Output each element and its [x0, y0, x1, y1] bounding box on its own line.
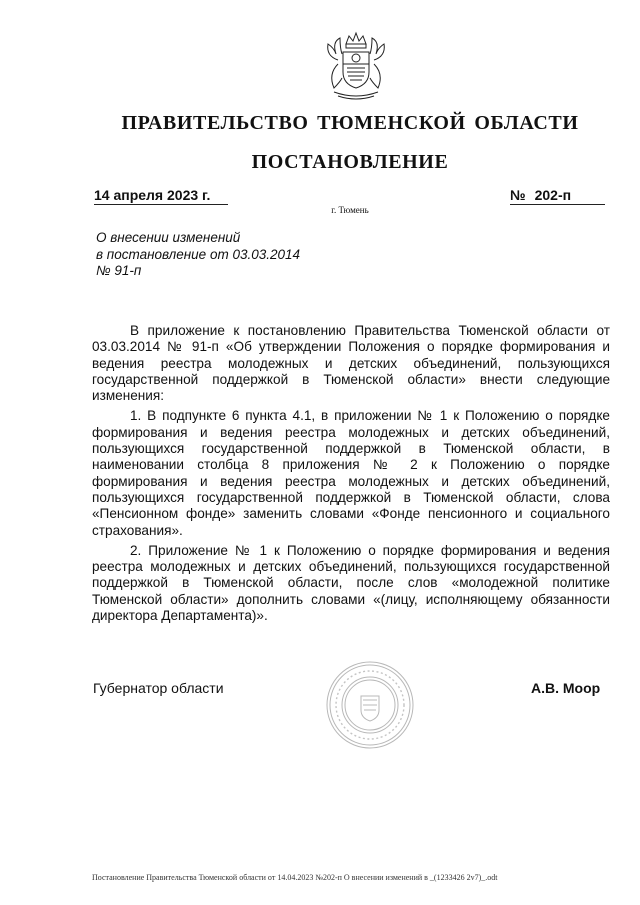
number-sign: №: [510, 187, 526, 203]
document-subject: [96, 230, 300, 280]
subject-line: № 91-п: [96, 263, 142, 278]
subject-line: О внесении изменений: [96, 230, 241, 245]
city: г. Тюмень: [331, 205, 369, 215]
document-number: 202-п: [534, 187, 572, 203]
footer-filename: Постановление Правительства Тюменской области от 14.04.2023 №202-п О внесении изменений в _(1233426 2v7)_.odt: [92, 873, 498, 882]
document-type: ПОСТАНОВЛЕНИЕ: [251, 151, 449, 173]
body-paragraph: В приложение к постановлению Правительства Тюменской области от 03.03.2014 № 91-п «Об утверждении Положения о порядке формирования и ведения реестра молодежных и детских объединений, пользующихся государственной поддержкой в Тюменской области» внести следующие изменения:: [92, 323, 610, 404]
coat-of-arms-icon: [316, 30, 396, 102]
signature-title: Губернатор области: [93, 680, 224, 696]
signatory-name: А.В. Моор: [531, 680, 601, 696]
official-seal-icon: [325, 660, 415, 750]
document-body: [92, 323, 610, 628]
document-number-field: [510, 187, 605, 205]
government-title: ПРАВИТЕЛЬСТВО ТЮМЕНСКОЙ ОБЛАСТИ: [121, 112, 579, 134]
body-paragraph: 2. Приложение № 1 к Положению о порядке формирования и ведения реестра молодежных и детских объединений, пользующихся государственной поддержкой в Тюменской области, после слов «молодежной политике Тюменской области» дополнить словами «(лицу, исполняющему обязанности директора Департамента)».: [92, 542, 610, 624]
body-paragraph: 1. В подпункте 6 пункта 4.1, в приложении № 1 к Положению о порядке формирования и ведения реестра молодежных и детских объединений, пользующихся государственной поддержкой в Тюменской области, в наименовании столбца 8 приложения № 2 к Положению о порядке формирования и ведения реестра молодежных и детских объединений, пользующихся государственной поддержкой в Тюменской области, слова «Пенсионном фонде» заменить словами «Фонде пенсионного и социального страхования».: [92, 408, 610, 538]
document-date: 14 апреля 2023 г.: [94, 187, 228, 205]
subject-line: в постановление от 03.03.2014: [96, 246, 301, 262]
